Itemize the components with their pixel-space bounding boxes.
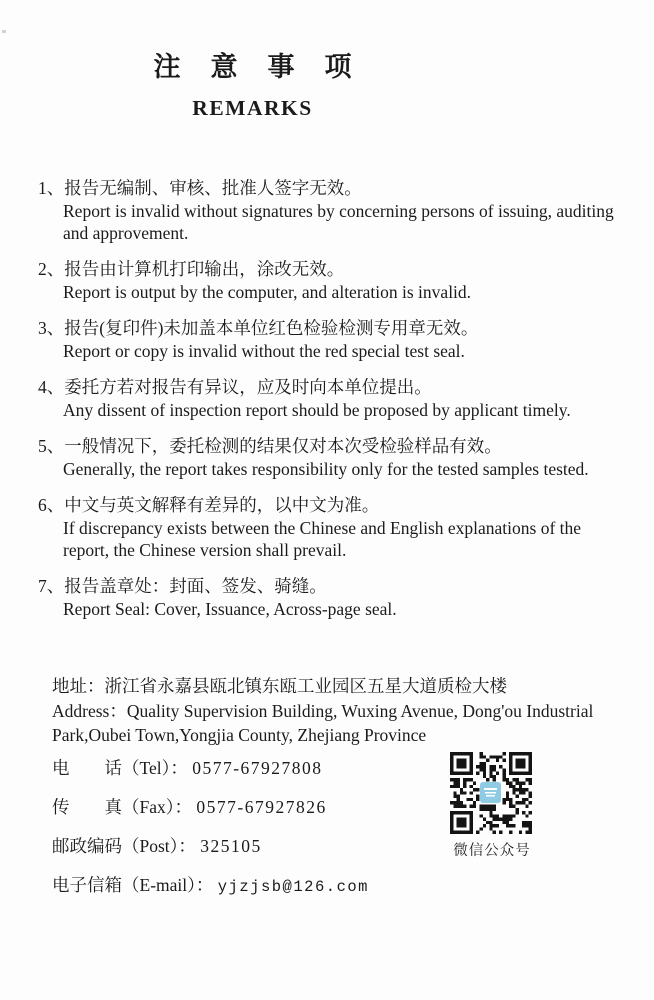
remark-item-3: [38, 316, 622, 362]
contact-row-fax: [52, 796, 327, 818]
remark-text-en: Report is invalid without signatures by concerning persons of issuing, auditing and approvement.: [63, 201, 614, 243]
remark-text-zh: 中文与英文解释有差异的，以中文为准。: [64, 495, 380, 515]
remark-item-4: [38, 375, 622, 421]
remark-text-zh: 报告无编制、审核、批准人签字无效。: [64, 178, 362, 198]
page-title-zh: 注意事项: [153, 52, 382, 82]
page-title-en: REMARKS: [192, 96, 313, 120]
remark-item-7: [38, 574, 622, 620]
remark-text-en: Any dissent of inspection report should be proposed by applicant timely.: [63, 400, 571, 420]
remark-item-1: [38, 176, 622, 244]
qr-caption: 微信公众号: [453, 843, 531, 859]
tel-label: 电 话（Tel）：: [52, 758, 193, 778]
page-header: [0, 50, 505, 121]
remark-text-en: Report is output by the computer, and alteration is invalid.: [63, 282, 472, 302]
address-block: [52, 674, 624, 747]
remark-number: 7、: [38, 576, 65, 596]
wechat-logo-glyph: [484, 788, 497, 797]
email-label: 电子信箱（E-mail）：: [52, 875, 218, 895]
contact-row-tel: [52, 757, 323, 779]
remark-item-2: [38, 257, 622, 303]
remark-number: 4、: [38, 377, 65, 397]
remark-number: 6、: [38, 495, 65, 515]
email-value: yjzjsb@126.com: [217, 878, 369, 896]
contact-row-email: [52, 874, 369, 898]
remark-text-en: Report or copy is invalid without the red special test seal.: [63, 341, 465, 361]
remark-number: 3、: [38, 318, 65, 338]
remark-number: 2、: [38, 259, 65, 279]
wechat-qr-block: [450, 752, 534, 860]
post-label: 邮政编码（Post）：: [52, 836, 201, 856]
remark-number: 5、: [38, 436, 65, 456]
tel-value: 0577-67927808: [192, 758, 323, 778]
remark-text-zh: 报告(复印件)未加盖本单位红色检验检测专用章无效。: [64, 318, 479, 338]
remark-text-zh: 委托方若对报告有异议，应及时向本单位提出。: [64, 377, 432, 397]
remark-text-en: Report Seal: Cover, Issuance, Across-page seal.: [63, 599, 397, 619]
remark-number: 1、: [38, 178, 65, 198]
remark-text-en: Generally, the report takes responsibility only for the tested samples tested.: [63, 459, 589, 479]
remark-text-en: If discrepancy exists between the Chinese and English explanations of the report, the Chinese version shall prevail.: [63, 518, 582, 560]
address-en: Address：Quality Supervision Building, Wuxing Avenue, Dong'ou Industrial Park,Oubei Town,Yongjia County, Zhejiang Province: [52, 701, 594, 745]
address-zh: 地址：浙江省永嘉县瓯北镇东瓯工业园区五星大道质检大楼: [52, 676, 507, 696]
remark-text-zh: 一般情况下，委托检测的结果仅对本次受检验样品有效。: [64, 436, 502, 456]
wechat-logo-icon: [480, 782, 501, 803]
contact-row-post: [52, 835, 262, 857]
post-value: 325105: [200, 836, 262, 856]
scan-artifact: [2, 30, 6, 33]
remark-item-5: [38, 434, 622, 480]
remark-text-zh: 报告盖章处：封面、签发、骑缝。: [64, 576, 327, 596]
remark-text-zh: 报告由计算机打印输出，涂改无效。: [64, 259, 345, 279]
remarks-list: [38, 176, 622, 633]
fax-label: 传 真（Fax）：: [52, 797, 197, 817]
fax-value: 0577-67927826: [196, 797, 327, 817]
remark-item-6: [38, 493, 622, 561]
